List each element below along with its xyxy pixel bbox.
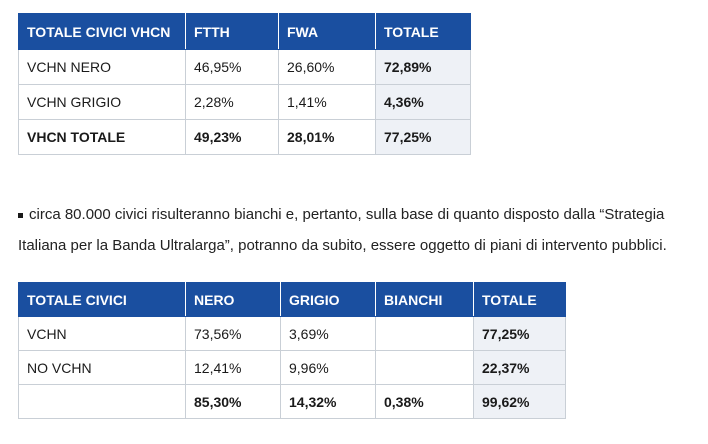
table-cell: 73,56% <box>186 317 281 351</box>
table-cell: 12,41% <box>186 351 281 385</box>
table-cell: 2,28% <box>186 85 279 120</box>
paragraph-line: Italiana per la Banda Ultralarga”, potranno da subito, essere oggetto di piani di intervento pubblici. <box>18 237 667 254</box>
table-cell <box>19 385 186 419</box>
table-cell <box>376 351 474 385</box>
table-header-row <box>19 283 566 317</box>
table-cell: NO VCHN <box>19 351 186 385</box>
paragraph-line <box>18 199 698 230</box>
total-cell: 77,25% <box>474 317 566 351</box>
column-header: FTTH <box>186 14 279 50</box>
table-header-row <box>19 14 471 50</box>
total-cell: 99,62% <box>474 385 566 419</box>
column-header: NERO <box>186 283 281 317</box>
table-cell: 28,01% <box>279 120 376 155</box>
table-cell: 0,38% <box>376 385 474 419</box>
table-row <box>19 351 566 385</box>
table-cell <box>376 317 474 351</box>
table-cell: 49,23% <box>186 120 279 155</box>
paragraph-text: circa 80.000 civici risulteranno bianchi e, pertanto, sulla base di quanto disposto dalla “Strategia <box>29 206 665 223</box>
column-header: TOTALE CIVICI <box>19 283 186 317</box>
total-cell: 4,36% <box>376 85 471 120</box>
table-row <box>19 50 471 85</box>
table-total-row <box>19 120 471 155</box>
column-header: TOTALE <box>474 283 566 317</box>
total-cell: 72,89% <box>376 50 471 85</box>
table-cell: VCHN <box>19 317 186 351</box>
table-cell: 14,32% <box>281 385 376 419</box>
total-cell: 77,25% <box>376 120 471 155</box>
table-row <box>19 317 566 351</box>
table-cell: 3,69% <box>281 317 376 351</box>
table-row <box>19 85 471 120</box>
table-cell: VHCN TOTALE <box>19 120 186 155</box>
table-cell: 26,60% <box>279 50 376 85</box>
table-cell: 46,95% <box>186 50 279 85</box>
vhcn-table <box>18 13 471 155</box>
column-header: GRIGIO <box>281 283 376 317</box>
column-header: BIANCHI <box>376 283 474 317</box>
total-cell: 22,37% <box>474 351 566 385</box>
column-header: TOTALE <box>376 14 471 50</box>
table-cell: VCHN GRIGIO <box>19 85 186 120</box>
bullet-paragraph <box>18 199 698 261</box>
table-total-row <box>19 385 566 419</box>
bullet-icon <box>18 213 23 218</box>
column-header: TOTALE CIVICI VHCN <box>19 14 186 50</box>
column-header: FWA <box>279 14 376 50</box>
table-cell: 85,30% <box>186 385 281 419</box>
table-cell: 1,41% <box>279 85 376 120</box>
table-cell: VCHN NERO <box>19 50 186 85</box>
table-cell: 9,96% <box>281 351 376 385</box>
civici-table <box>18 282 566 419</box>
